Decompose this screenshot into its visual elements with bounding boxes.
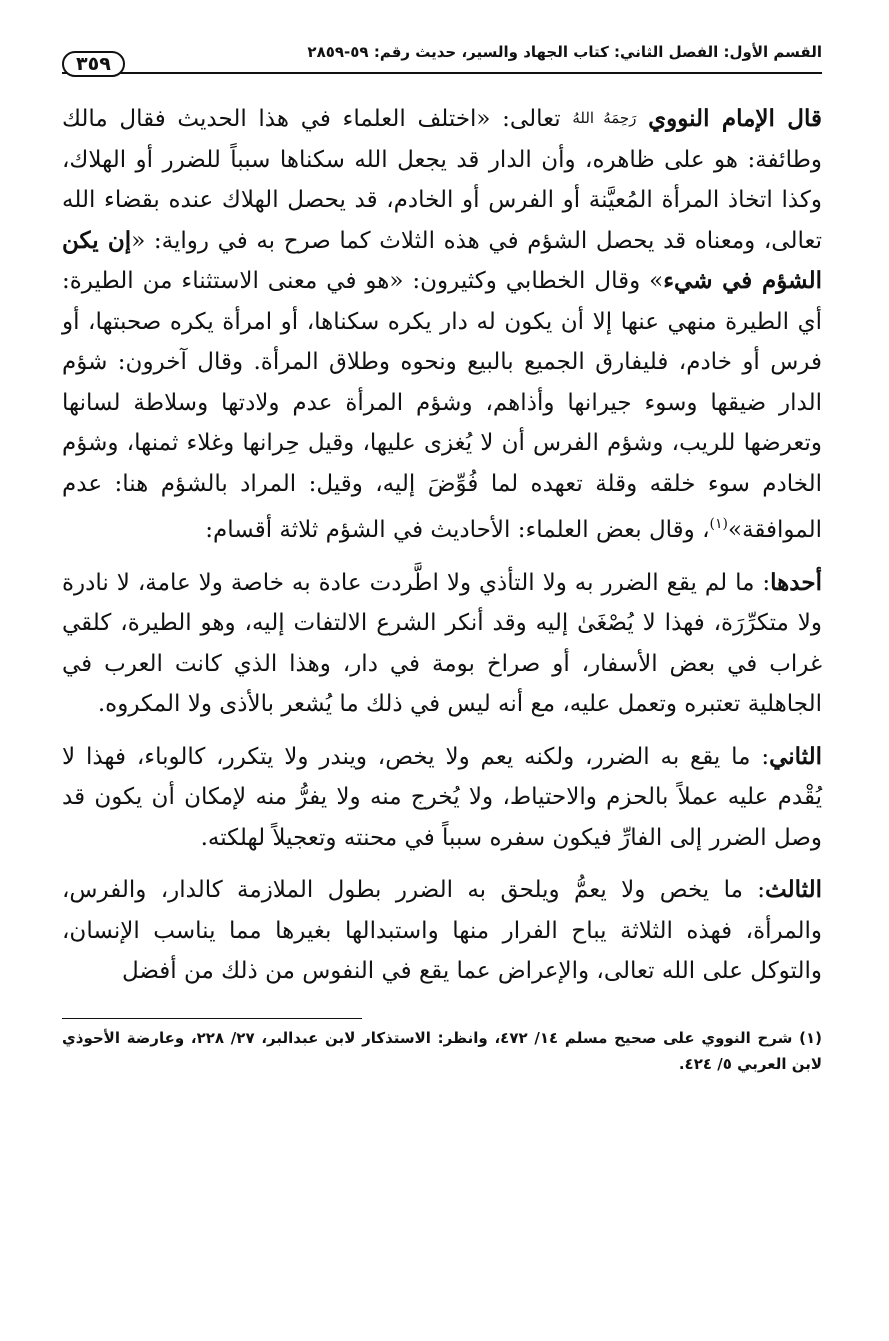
paragraph-first-category: [62, 563, 822, 725]
category-lead: الثاني: [769, 742, 822, 770]
paragraph-third-category: [62, 870, 822, 992]
paragraph-text: » وقال الخطابي وكثيرون: «هو في معنى الاستثناء من الطيرة: أي الطيرة منهي عنها إلا أن يكون له دار يكره سكناها، أو امرأة يكره صحبتها، أو فرس أو خادم، فليفارق الجميع بالبيع ونحوه وطلاق المرأة. وقال آخرون: شؤم الدار ضيقها وسوء جيرانها وأذاهم، وشؤم المرأة عدم ولادتها وسلاطة لسانها وتعرضها للريب، وشؤم الفرس أن لا يُغزى عليها، وقيل حِرانها وغلاء ثمنها، وشؤم الخادم سوء خلقه وقلة تعهده لما فُوِّضَ إليه، وقيل: المراد بالشؤم هنا: عدم الموافقة»: [62, 268, 822, 543]
footnote-reference: (١): [709, 516, 728, 532]
paragraph-text: : ما يقع به الضرر، ولكنه يعم ولا يخص، ويندر ولا يتكرر، كالوباء، فهذا لا يُقْدم عليه عملاً بالحزم والاحتياط، ولا يُخرج منه ولا يفرُّ منه لإمكان أن يكون قد وصل الضرر إلى الفارِّ فيكون سفره سبباً في محنته وتعجيلاً لهلكته.: [62, 743, 822, 851]
paragraph-text: : ما لم يقع الضرر به ولا التأذي ولا اطَّردت عادة به خاصة ولا عامة، لا نادرة ولا متكرِّرَة، فهذا لا يُصْغَىٰ إليه وقد أنكر الشرع الالتفات إليه، وهو الطيرة، كلقي غراب في بعض الأسفار، أو صراخ بومة في دار، وهذا الذي كانت العرب في الجاهلية تعتبره وتعمل عليه، مع أنه ليس في ذلك ما يُشعر بالأذى ولا المكروه.: [62, 569, 822, 717]
paragraph-text: تعالى: «اختلف العلماء في هذا الحديث فقال مالك وطائفة: هو على ظاهره، وأن الدار قد يجعل الله سكناها سبباً للضرر أو الهلاك، وكذا اتخاذ المرأة المُعيَّنة أو الفرس أو الخادم، قد يحصل الهلاك عنده بقضاء الله تعالى، ومعناه قد يحصل الشؤم في هذه الثلاث كما صرح به في رواية: «: [62, 106, 822, 254]
narration-quote: إن يكن الشؤم في شيء: [62, 226, 822, 294]
page-body: [62, 98, 822, 992]
page-header: [62, 38, 822, 74]
paragraph-text: : ما يخص ولا يعمُّ ويلحق به الضرر بطول الملازمة كالدار، والفرس، والمرأة، فهذه الثلاثة يباح الفرار منها واستبدالها بغيرها مما يناسب الإنسان، والتوكل على الله تعالى، والإعراض عما يقع في النفوس من ذلك من أفضل: [62, 877, 822, 984]
category-lead: أحدها: [770, 568, 822, 596]
paragraph-intro: [62, 98, 822, 551]
honorific: رَحِمَهُ اللهُ: [572, 109, 637, 127]
category-lead: الثالث: [765, 876, 822, 903]
paragraph-text: ، وقال بعض العلماء: الأحاديث في الشؤم ثلاثة أقسام:: [205, 517, 710, 543]
footnote: (١) شرح النووي على صحيح مسلم ١٤/ ٤٧٢، وانظر: الاستذكار لابن عبدالبر، ٢٧/ ٢٢٨، وعارضة الأحوذي لابن العربي ٥/ ٤٢٤.: [62, 1028, 823, 1073]
footnote-divider: [62, 1018, 362, 1019]
book-page: [62, 38, 822, 1077]
running-title: القسم الأول: الفصل الثاني: كتاب الجهاد والسير، حديث رقم: ٥٩-٢٨٥٩: [307, 43, 822, 61]
scholar-name: قال الإمام النووي: [648, 105, 823, 132]
page-number: ٣٥٩: [62, 51, 125, 77]
paragraph-second-category: [62, 737, 822, 859]
